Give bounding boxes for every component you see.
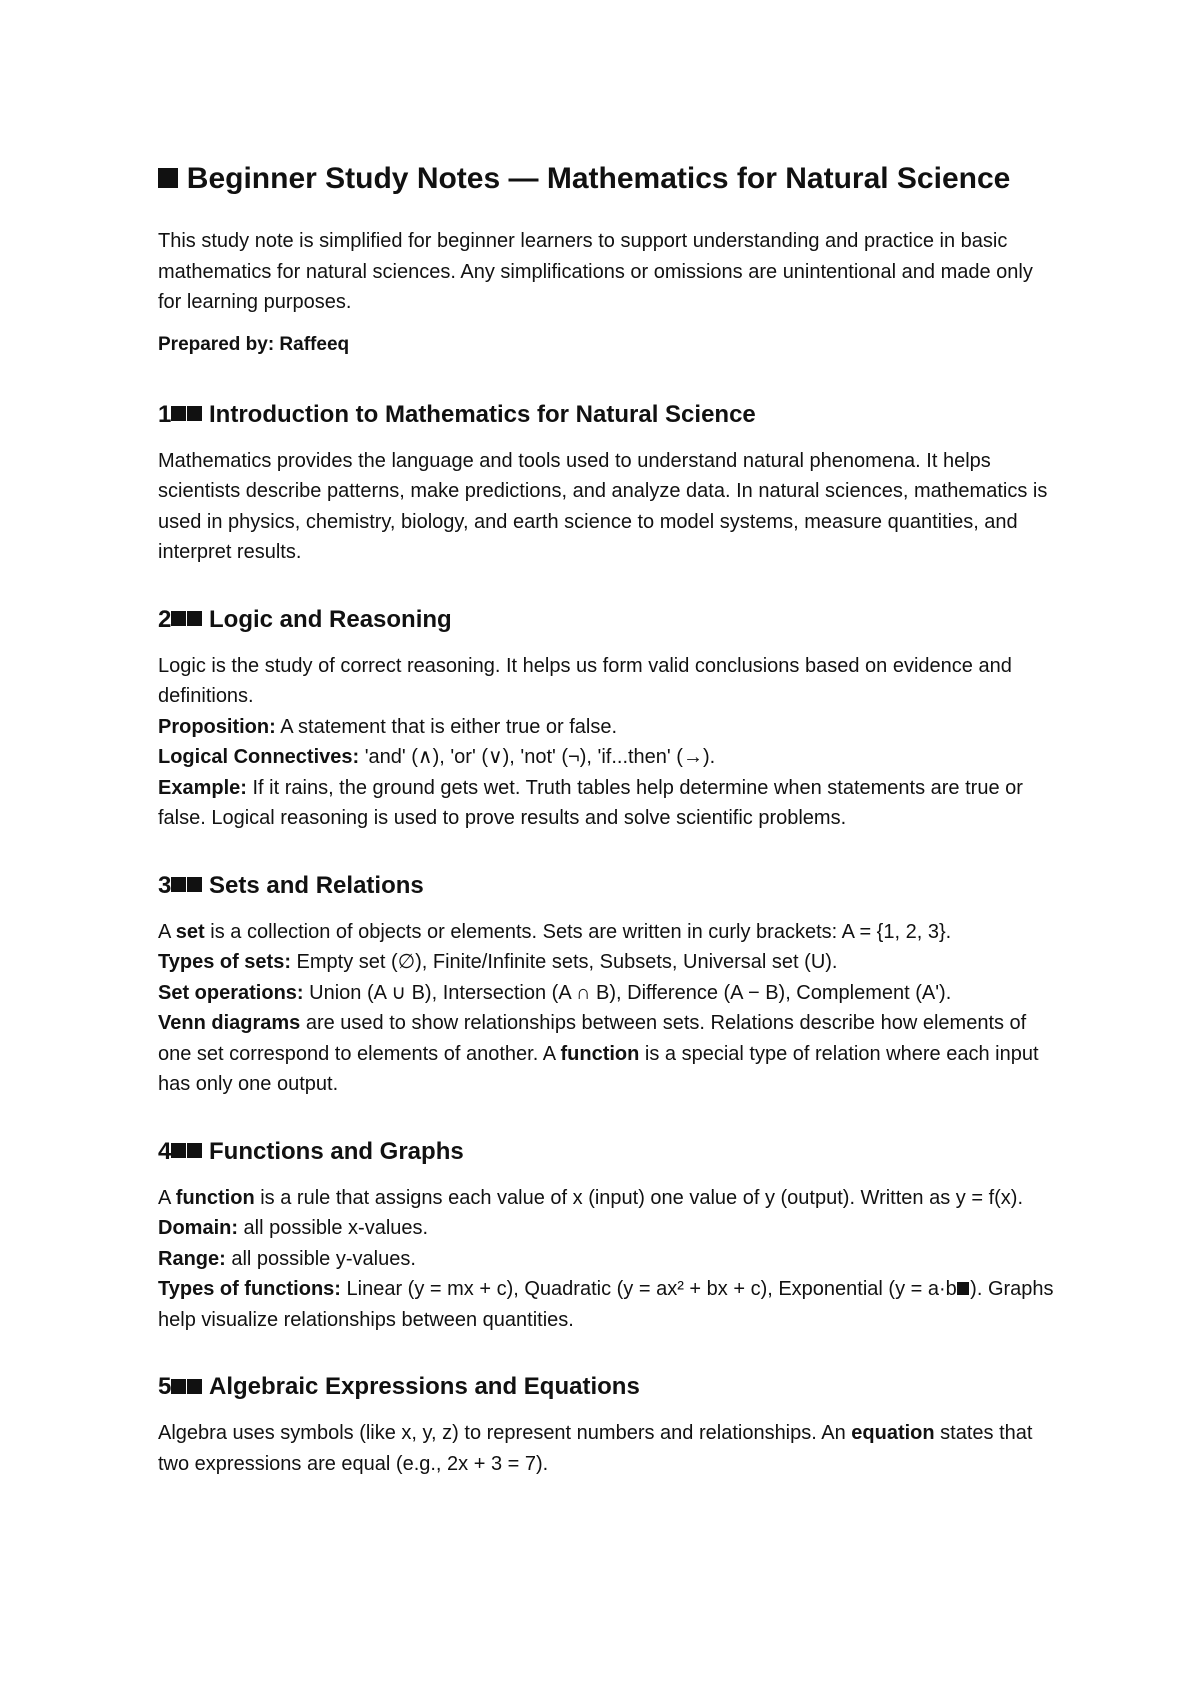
proposition-line: Proposition: A statement that is either true or false. xyxy=(158,715,618,738)
section-heading: 4 Functions and Graphs xyxy=(158,1136,1058,1168)
set-operations-line: Set operations: Union (A ∪ B), Intersection (A ∩ B), Difference (A − B), Complement (A'). xyxy=(158,981,952,1004)
section-body xyxy=(158,1183,1058,1336)
square-bullet-icon xyxy=(171,1136,203,1168)
section-heading: 2 Logic and Reasoning xyxy=(158,604,1058,636)
square-bullet-icon xyxy=(171,399,203,431)
section-number: 4 xyxy=(158,1137,172,1165)
section-number: 3 xyxy=(158,871,172,899)
types-of-sets-line: Types of sets: Empty set (∅), Finite/Infinite sets, Subsets, Universal set (U). xyxy=(158,951,838,973)
document-page xyxy=(158,158,1058,1479)
section-heading: 5 Algebraic Expressions and Equations xyxy=(158,1371,1058,1403)
range-line: Range: all possible y-values. xyxy=(158,1247,416,1270)
square-bullet-icon xyxy=(171,604,203,636)
section-body xyxy=(158,917,1058,1100)
intro-paragraph: This study note is simplified for beginner learners to support understanding and practice in basic mathematics for natural sciences. Any simplifications or omissions are unintentional and made only for learning purposes. xyxy=(158,230,1033,313)
section-4 xyxy=(158,1136,1058,1336)
section-body: Algebra uses symbols (like x, y, z) to represent numbers and relationships. An equation states that two expressions are equal (e.g., 2x + 3 = 7). xyxy=(158,1422,1033,1475)
prepared-by: Prepared by: Raffeeq xyxy=(158,333,350,355)
section-3 xyxy=(158,870,1058,1100)
section-number: 5 xyxy=(158,1373,172,1400)
section-number: 1 xyxy=(158,400,172,428)
function-definition-line: A function is a rule that assigns each value of x (input) one value of y (output). Written as y = f(x). xyxy=(158,1186,1024,1209)
section-1 xyxy=(158,399,1058,568)
section-number: 2 xyxy=(158,605,172,633)
section-2 xyxy=(158,604,1058,834)
square-bullet-icon xyxy=(171,1371,203,1403)
square-bullet-icon xyxy=(158,168,178,188)
section-body: Logic is the study of correct reasoning. It helps us form valid conclusions based on evidence and definitions. Proposition: A statement that is either true or false. Logical Connectives: 'and' (∧), 'or' (∨), 'not' (¬), 'if...then' (→). Example: If it rains, the ground gets wet. Truth tables help determine when statements are true or false. Logical reasoning is used to prove results and solve scientific problems. xyxy=(158,651,1058,834)
square-bullet-icon xyxy=(171,870,203,902)
types-of-functions-line: Types of functions: Linear (y = mx + c), Quadratic (y = ax² + bx + c), Exponential (y = a·b ). Graphs help visualize relationships between quantities. xyxy=(158,1278,1054,1331)
section-heading: 3 Sets and Relations xyxy=(158,870,1058,902)
section-body: Mathematics provides the language and tools used to understand natural phenomena. It helps scientists describe patterns, make predictions, and analyze data. In natural sciences, mathematics is used in physics, chemistry, biology, and earth science to model systems, measure quantities, and interpret results. xyxy=(158,449,1048,563)
document-title: Beginner Study Notes — Mathematics for Natural Science xyxy=(158,158,1058,200)
example-line: Example: If it rains, the ground gets wet. Truth tables help determine when statements are true or false. Logical reasoning is used to prove results and solve scientific problems. xyxy=(158,776,1023,829)
missing-glyph-icon xyxy=(957,1282,969,1294)
venn-line: Venn diagrams are used to show relationships between sets. Relations describe how elements of one set correspond to elements of another. A function is a special type of relation where each input has only one output. xyxy=(158,1012,1039,1095)
domain-line: Domain: all possible x-values. xyxy=(158,1217,429,1239)
set-definition-line: A set is a collection of objects or elements. Sets are written in curly brackets: A = {1, 2, 3}. xyxy=(158,920,952,943)
section-heading: 1 Introduction to Mathematics for Natural Science xyxy=(158,399,1058,431)
connectives-line: Logical Connectives: 'and' (∧), 'or' (∨), 'not' (¬), 'if...then' (→). xyxy=(158,746,716,768)
section-5 xyxy=(158,1371,1058,1479)
